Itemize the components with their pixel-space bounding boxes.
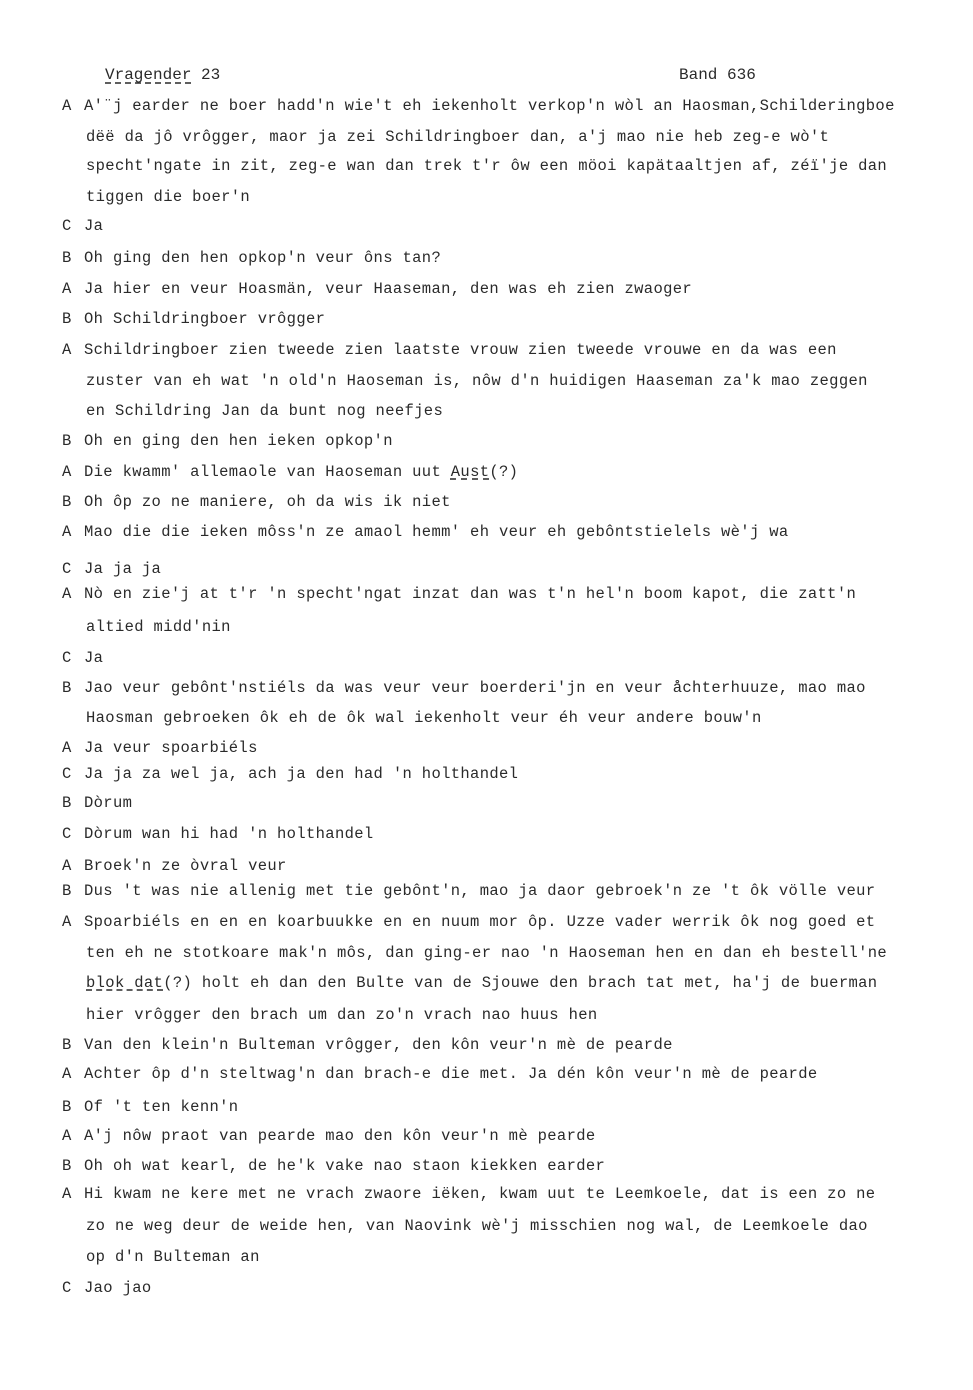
transcript-line [0, 825, 973, 849]
utterance-text: Jao veur gebônt'nstiéls da was veur veur boerderi'jn en veur åchterhuuze, mao mao [84, 679, 866, 697]
utterance-continuation: zuster van eh wat 'n old'n Haoseman is, nôw d'n huidigen Haaseman za'k mao zeggen [86, 372, 868, 390]
transcript-line [0, 739, 973, 763]
speaker-label: B [62, 432, 72, 450]
speaker-label: B [62, 493, 72, 511]
utterance-text: Oh oh wat kearl, de he'k vake nao staon kiekken earder [84, 1157, 606, 1175]
transcript-line [0, 1279, 973, 1303]
transcript-line [0, 1006, 973, 1030]
speaker-label: C [62, 649, 72, 667]
speaker-label: B [62, 249, 72, 267]
utterance-continuation: Haosman gebroeken ôk eh de ôk wal iekenholt veur éh veur andere bouw'n [86, 709, 762, 727]
transcript-line [0, 128, 973, 152]
transcript-line [0, 618, 973, 642]
speaker-label: A [62, 523, 72, 541]
uncertain-word: blok dat [86, 974, 164, 992]
questioner-title: Vragender [105, 66, 192, 84]
utterance-text: Broek'n ze òvral veur [84, 857, 287, 875]
utterance-continuation: ten eh ne stotkoare mak'n môs, dan ging-er nao 'n Haoseman hen en dan eh bestell'ne [86, 944, 888, 962]
utterance-text: Mao die die ieken môss'n ze amaol hemm' eh veur eh gebôntstielels wè'j wa [84, 523, 789, 541]
utterance-text: Dòrum [84, 794, 133, 812]
utterance-text: Achter ôp d'n steltwag'n dan brach-e die met. Ja dén kôn veur'n mè de pearde [84, 1065, 818, 1083]
speaker-label: A [62, 857, 72, 875]
utterance-text: A'j nôw praot van pearde mao den kôn veur'n mè pearde [84, 1127, 596, 1145]
utterance-text-segment: (?) holt eh dan den Bulte van de Sjouwe den brach tat met, ha'j de buerman [163, 974, 878, 992]
questioner-number: 23 [201, 66, 221, 84]
transcript-line [0, 310, 973, 334]
transcript-line [0, 679, 973, 703]
speaker-label: A [62, 913, 72, 931]
utterance-text: Spoarbiéls en en en koarbuukke en en nuum mor ôp. Uzze vader werrik ôk nog goed et [84, 913, 876, 931]
transcript-line [0, 882, 973, 906]
transcript-line [0, 1248, 973, 1272]
utterance-text: Nò en zie'j at t'r 'n specht'ngat inzat dan was t'n hel'n boom kapot, die zatt'n [84, 585, 857, 603]
utterance-text: Dus 't was nie allenig met tie gebônt'n, mao ja daor gebroek'n ze 't ôk völle veur [84, 882, 876, 900]
transcript-line [0, 188, 973, 212]
speaker-label: C [62, 825, 72, 843]
utterance-text: Van den klein'n Bulteman vrôgger, den kôn veur'n mè de pearde [84, 1036, 673, 1054]
speaker-label: A [62, 341, 72, 359]
transcript-line [0, 585, 973, 609]
utterance-text: Oh en ging den hen ieken opkop'n [84, 432, 393, 450]
utterance-text: Oh Schildringboer vrôgger [84, 310, 326, 328]
transcript-line [0, 765, 973, 789]
transcript-line [0, 280, 973, 304]
transcript-line [0, 560, 973, 584]
speaker-label: C [62, 1279, 72, 1297]
speaker-label: A [62, 97, 72, 115]
transcript-line [0, 857, 973, 881]
utterance-continuation: op d'n Bulteman an [86, 1248, 260, 1266]
utterance-text: Schildringboer zien tweede zien laatste vrouw zien tweede vrouwe en da was een [84, 341, 837, 359]
utterance-text: Jao jao [84, 1279, 152, 1297]
utterance-text: Of 't ten kenn'n [84, 1098, 239, 1116]
speaker-label: B [62, 1157, 72, 1175]
transcript-line [0, 97, 973, 121]
utterance-continuation: tiggen die boer'n [86, 188, 251, 206]
utterance-continuation: hier vrôgger den brach um dan zo'n vrach nao huus hen [86, 1006, 598, 1024]
transcript-line [0, 372, 973, 396]
transcript-line [0, 217, 973, 241]
utterance-text-segment: (?) [489, 463, 519, 481]
speaker-label: B [62, 679, 72, 697]
utterance-text: Ja ja ja [84, 560, 162, 578]
utterance-continuation: zo ne weg deur de weide hen, van Naovink wè'j misschien nog wal, de Leemkoele dao [86, 1217, 868, 1235]
utterance-text: Dòrum wan hi had 'n holthandel [84, 825, 374, 843]
utterance-continuation: altied midd'nin [86, 618, 231, 636]
utterance-text: Hi kwam ne kere met ne vrach zwaore iëken, kwam uut te Leemkoele, dat is een zo ne [84, 1185, 876, 1203]
transcript-line [0, 974, 973, 998]
transcript-line [0, 944, 973, 968]
transcript-line [0, 1036, 973, 1060]
transcript-line [0, 1098, 973, 1122]
speaker-label: B [62, 882, 72, 900]
questioner-label [105, 66, 220, 84]
speaker-label: A [62, 1185, 72, 1203]
utterance-text: Oh ging den hen opkop'n veur ôns tan? [84, 249, 442, 267]
transcript-line [0, 794, 973, 818]
speaker-label: A [62, 463, 72, 481]
utterance-text: Ja veur spoarbiéls [84, 739, 258, 757]
utterance-continuation: specht'ngate in zit, zeg-e wan dan trek t'r ôw een möoi kapätaaltjen af, zéï'je dan [86, 157, 888, 175]
transcript-line [0, 1217, 973, 1241]
utterance-text: Ja [84, 217, 104, 235]
page-header [0, 66, 973, 90]
speaker-label: C [62, 765, 72, 783]
transcript-line [0, 913, 973, 937]
transcript-line [0, 1185, 973, 1209]
speaker-label: B [62, 310, 72, 328]
transcript-line [0, 709, 973, 733]
transcript-line [0, 649, 973, 673]
speaker-label: B [62, 1036, 72, 1054]
transcript-line [0, 523, 973, 547]
speaker-label: A [62, 1127, 72, 1145]
transcript-line [0, 493, 973, 517]
transcript-line [0, 432, 973, 456]
utterance-continuation: dëë da jô vrôgger, maor ja zei Schildringboer dan, a'j mao nie heb zeg-e wò't [86, 128, 830, 146]
speaker-label: A [62, 739, 72, 757]
utterance-text-segment: Die kwamm' allemaole van Haoseman uut [84, 463, 451, 481]
utterance-text: A'¨j earder ne boer hadd'n wie't eh iekenholt verkop'n wòl an Haosman,Schilderingboe [84, 97, 895, 115]
utterance-continuation: en Schildring Jan da bunt nog neefjes [86, 402, 444, 420]
uncertain-word: Aust [450, 463, 490, 481]
speaker-label: C [62, 217, 72, 235]
utterance-continuation [86, 974, 877, 992]
transcript-line [0, 1157, 973, 1181]
speaker-label: B [62, 1098, 72, 1116]
utterance-text: Ja [84, 649, 104, 667]
utterance-text: Ja hier en veur Hoasmän, veur Haaseman, den was eh zien zwaoger [84, 280, 693, 298]
speaker-label: A [62, 280, 72, 298]
transcript-line [0, 1127, 973, 1151]
transcript-line [0, 463, 973, 487]
speaker-label: B [62, 794, 72, 812]
speaker-label: A [62, 1065, 72, 1083]
speaker-label: C [62, 560, 72, 578]
transcript-line [0, 157, 973, 181]
speaker-label: A [62, 585, 72, 603]
transcript-line [0, 341, 973, 365]
transcript-line [0, 402, 973, 426]
transcript-line [0, 1065, 973, 1089]
utterance-text: Oh ôp zo ne maniere, oh da wis ik niet [84, 493, 451, 511]
transcript-line [0, 249, 973, 273]
band-label: Band 636 [679, 66, 756, 84]
utterance-text [84, 463, 518, 481]
utterance-text: Ja ja za wel ja, ach ja den had 'n holthandel [84, 765, 519, 783]
